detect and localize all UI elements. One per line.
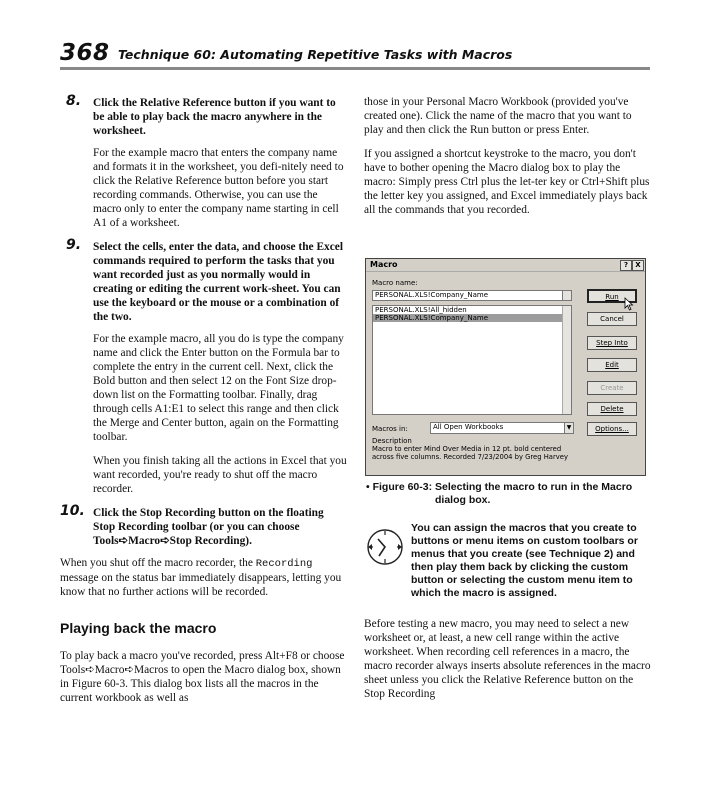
header-rule [60, 67, 650, 70]
scrollbar[interactable] [562, 306, 571, 414]
left-column [60, 93, 348, 715]
after-steps-paragraph [60, 556, 348, 599]
dialog-title: Macro [370, 260, 398, 269]
dialog-titlebar [366, 259, 645, 272]
macros-in-label: Macros in: [372, 425, 408, 433]
options-button[interactable]: Options... [587, 422, 637, 436]
run-button[interactable]: Run [587, 289, 637, 303]
edit-button[interactable]: Edit [587, 358, 637, 372]
cancel-button[interactable]: Cancel [587, 312, 637, 326]
caption-text-continued: dialog box. [435, 494, 491, 506]
right-column-top [364, 95, 652, 227]
text-run: message on the status bar immediately disappears, letting you know that no further actions will be recorded. [60, 572, 342, 598]
macro-list[interactable] [372, 305, 572, 415]
macro-name-label: Macro name: [372, 279, 418, 287]
page-header [60, 40, 650, 70]
description-label: Description [372, 437, 412, 445]
step-8 [60, 93, 348, 230]
running-title: Technique 60: Automating Repetitive Tasks with Macros [118, 47, 513, 62]
page-number: 368 [60, 40, 110, 66]
step-heading: Click the Stop Recording button on the floating Stop Recording toolbar (or you can choose Tools➪Macro➪Stop Recording). [93, 507, 324, 547]
step-9 [60, 237, 348, 496]
paragraph: those in your Personal Macro Workbook (provided you've created one). Click the name of the macro that you want to play and then click the Run button or press Enter. [364, 96, 632, 136]
list-item[interactable]: PERSONAL.XLS!All_hidden [375, 306, 467, 314]
delete-button[interactable]: Delete [587, 402, 637, 416]
collapse-dialog-icon[interactable] [562, 290, 572, 301]
right-column-bottom [364, 617, 652, 711]
step-number: 8. [66, 93, 82, 109]
step-number: 9. [66, 237, 82, 253]
list-item-selected[interactable]: PERSONAL.XLS!Company_Name [373, 314, 571, 322]
caption-text: Selecting the macro to run in the Macro [432, 481, 633, 493]
step-body: When you finish taking all the actions in Excel that you want recorded, you're ready to shut off the macro recorder. [93, 455, 347, 495]
inline-code: Recording [255, 558, 313, 570]
paragraph: Before testing a new macro, you may need to select a new worksheet or, at least, a new cell range within the active worksheet. When recording cell references in a macro, the macro recorder always inserts absolute references in the macro sheet unless you click the Relative Reference button on the Stop Recording [364, 618, 651, 700]
create-button: Create [587, 381, 637, 395]
figure-caption [366, 481, 656, 507]
cursor-pointer-icon [624, 297, 634, 311]
section-paragraph: To play back a macro you've recorded, press Alt+F8 or choose Tools➪Macro➪Macros to open the Macro dialog box, shown in Figure 60-3. This dialog box lists all the macros in the current workbook as well as [60, 650, 345, 704]
macro-dialog-figure [365, 258, 646, 476]
paragraph: If you assigned a shortcut keystroke to the macro, you don't have to bother opening the Macro dialog box to play the macro: Simply press Ctrl plus the let-ter key or Ctrl+Shift plus the letter key you assigned, and Excel immediately plays back all the commands that you recorded. [364, 148, 650, 216]
step-body: For the example macro that enters the company name and formats it in the worksheet, you defi-nitely need to click the Relative Reference button before you start recording commands. Otherwise, you can use the macro only to enter the company name starting in cell A1 of a worksheet. [93, 147, 344, 229]
tip-text: You can assign the macros that you create to buttons or menu items on custom toolbars or menus that you create (see Technique 2) and then play them back by clicking the custom button or selecting the custom menu item to which the macro is assigned. [411, 522, 638, 599]
step-into-button[interactable]: Step Into [587, 336, 637, 350]
step-number: 10. [60, 503, 85, 519]
step-heading: Click the Relative Reference button if you want to be able to play back the macro anywhere in the worksheet. [93, 97, 336, 137]
step-10 [60, 503, 348, 548]
tip-box [364, 522, 654, 602]
macros-in-select[interactable]: All Open Workbooks [430, 422, 574, 434]
section-heading: Playing back the macro [60, 620, 217, 636]
step-body: For the example macro, all you do is type the company name and click the Enter button on the Formula bar to complete the entry in the current cell. Next, click the Bold button and then select 12 on the Font Size drop-down list on the Formatting toolbar. Finally, drag through cells A1:E1 to select this range and then click the Merge and Center button, again on the Formatting toolbar. [93, 333, 344, 443]
text-run: When you shut off the macro recorder, the [60, 557, 256, 569]
step-heading: Select the cells, enter the data, and choose the Excel commands required to perform the tasks that you want recorded just as you normally would in creating or editing the current work-sheet. You can use the keyboard or the mouse or a combination of the two. [93, 241, 344, 323]
macro-name-input[interactable]: PERSONAL.XLS!Company_Name [372, 290, 568, 301]
clock-icon [365, 527, 405, 567]
help-icon[interactable]: ? [620, 260, 632, 271]
close-icon[interactable]: X [632, 260, 644, 271]
description-text: Macro to enter Mind Over Media in 12 pt. bold centered across five columns. Recorded 7/23/2004 by Greg Harvey [372, 445, 568, 461]
chevron-down-icon[interactable]: ▼ [564, 422, 574, 434]
figure-label: • Figure 60-3: [366, 481, 433, 493]
